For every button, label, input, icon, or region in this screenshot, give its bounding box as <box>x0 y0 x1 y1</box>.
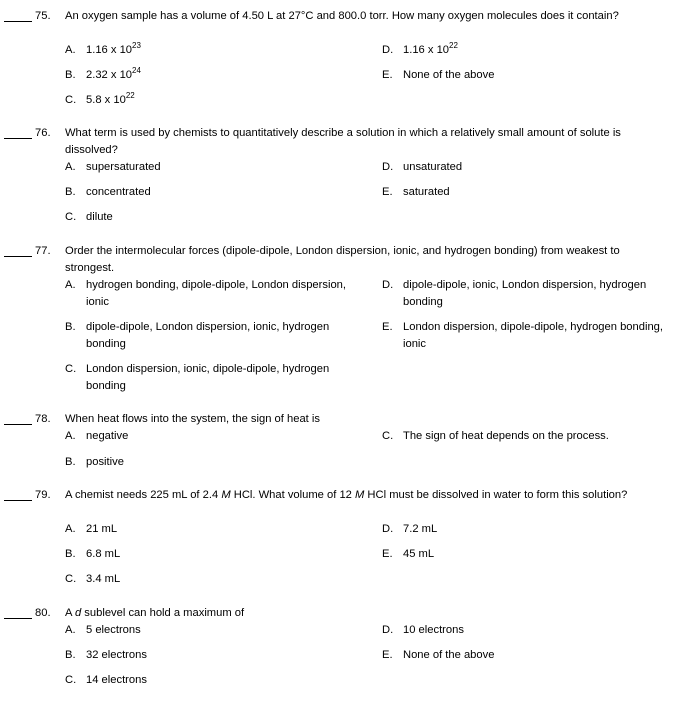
option-text: 2.32 x 10 <box>86 69 133 81</box>
option-text: 10 electrons <box>403 624 464 636</box>
exponent: 22 <box>449 41 458 50</box>
option-letter: B. <box>65 456 76 468</box>
answer-blank[interactable] <box>4 618 32 619</box>
option-letter: D. <box>382 279 394 291</box>
option-text: The sign of heat depends on the process. <box>403 430 609 442</box>
option-letter: A. <box>65 430 76 442</box>
option-text: concentrated <box>86 186 151 198</box>
option-text: 14 electrons <box>86 674 147 686</box>
question-number: 79. <box>35 489 51 501</box>
option-letter: D. <box>382 161 394 173</box>
option-letter: D. <box>382 523 394 535</box>
option-letter: A. <box>65 624 76 636</box>
option-letter: C. <box>65 674 77 686</box>
option-letter: B. <box>65 321 76 333</box>
option-text: 6.8 mL <box>86 548 121 560</box>
option-text: 3.4 mL <box>86 573 121 585</box>
exponent: 24 <box>132 66 141 75</box>
question-stem: A chemist needs 225 mL of 2.4 M HCl. What volume of 12 M HCl must be dissolved in water to form this solution? <box>65 489 628 501</box>
answer-blank[interactable] <box>4 138 32 139</box>
exponent: 23 <box>132 41 141 50</box>
option-text: negative <box>86 430 129 442</box>
option-letter: D. <box>382 624 394 636</box>
option-text: 5.8 x 10 <box>86 94 126 106</box>
question-stem: An oxygen sample has a volume of 4.50 L at 27°C and 800.0 torr. How many oxygen molecules does it contain? <box>65 10 619 22</box>
answer-blank[interactable] <box>4 424 32 425</box>
option-letter: E. <box>382 321 393 333</box>
option-text: 45 mL <box>403 548 435 560</box>
option-letter: B. <box>65 649 76 661</box>
option-letter: B. <box>65 69 76 81</box>
option-letter: D. <box>382 44 394 56</box>
option-letter: C. <box>65 363 77 375</box>
option-letter: A. <box>65 161 76 173</box>
option-text: unsaturated <box>403 161 463 173</box>
option-text: London dispersion, dipole-dipole, hydrogen bonding, ionic <box>403 321 663 350</box>
question-number: 80. <box>35 607 51 619</box>
option-letter: E. <box>382 186 393 198</box>
option-text: positive <box>86 456 124 468</box>
question-number: 77. <box>35 245 51 257</box>
option-text: 1.16 x 10 <box>403 44 450 56</box>
question-stem: What term is used by chemists to quantitatively describe a solution in which a relatively small amount of solute is dissolved? <box>65 127 621 156</box>
option-letter: A. <box>65 523 76 535</box>
question-number: 78. <box>35 413 51 425</box>
option-letter: E. <box>382 548 393 560</box>
option-letter: A. <box>65 44 76 56</box>
option-text: 32 electrons <box>86 649 147 661</box>
option-text: 21 mL <box>86 523 118 535</box>
option-text: 5 electrons <box>86 624 141 636</box>
option-text: None of the above <box>403 69 495 81</box>
option-letter: A. <box>65 279 76 291</box>
question-number: 75. <box>35 10 51 22</box>
option-letter: C. <box>65 573 77 585</box>
option-letter: B. <box>65 186 76 198</box>
option-text: 1.16 x 10 <box>86 44 133 56</box>
option-letter: E. <box>382 649 393 661</box>
option-text: dipole-dipole, London dispersion, ionic, hydrogen bonding <box>86 321 330 350</box>
option-text: hydrogen bonding, dipole-dipole, London dispersion, ionic <box>86 279 346 308</box>
option-letter: C. <box>65 211 77 223</box>
question-stem: A d sublevel can hold a maximum of <box>65 607 245 619</box>
answer-blank[interactable] <box>4 256 32 257</box>
option-text: 7.2 mL <box>403 523 438 535</box>
option-letter: B. <box>65 548 76 560</box>
exponent: 22 <box>125 91 135 100</box>
question-stem: When heat flows into the system, the sign of heat is <box>65 413 320 425</box>
option-letter: C. <box>382 430 394 442</box>
option-text: dilute <box>86 211 113 223</box>
answer-blank[interactable] <box>4 500 32 501</box>
option-text: None of the above <box>403 649 495 661</box>
option-text: supersaturated <box>86 161 161 173</box>
option-letter: E. <box>382 69 393 81</box>
option-letter: C. <box>65 94 77 106</box>
question-number: 76. <box>35 127 51 139</box>
option-text: London dispersion, ionic, dipole-dipole, hydrogen bonding <box>86 363 330 392</box>
option-text: dipole-dipole, ionic, London dispersion, hydrogen bonding <box>403 279 647 308</box>
question-stem: Order the intermolecular forces (dipole-dipole, London dispersion, ionic, and hydrogen bonding) from weakest to strongest. <box>65 245 620 274</box>
answer-blank[interactable] <box>4 21 32 22</box>
option-text: saturated <box>403 186 450 198</box>
